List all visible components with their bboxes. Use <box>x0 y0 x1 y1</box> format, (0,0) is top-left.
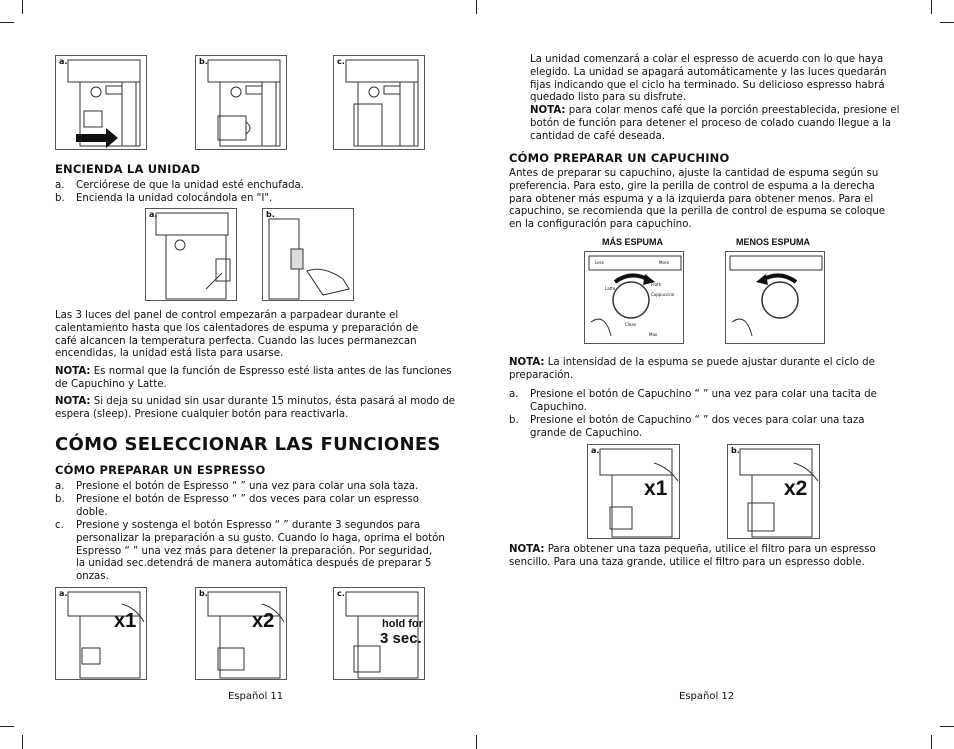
left-page: a. b. c. ENCIENDA LA UNIDAD a. Cerciórese de que la unidad esté enchufada. b. Encienda la unidad colocándola en "I". a. b. Las 3 luces del panel de control empezarán a parpadear durante el calentamiento hasta que los calentadores de espuma y preparación de café alcancen la temperatura perfecta. Cuando las luces permanezcan encendidas, la unidad está lista para usarse. NOTA: Es normal que la función de Espresso esté lista antes de las funciones de Capuchino y Latte. NOTA: Si deja su unidad sin usar durante 15 minutos, ésta pasará al modo de espera (sleep). Presione cualquier botón para reactivarla. CÓMO SELECCIONAR LAS FUNCIONES CÓMO PREPARAR UN ESPRESSO a. Presione el botón de Espresso “ ” una vez para colar una sola taza. b. Presione el botón de Espresso “ ” dos veces para colar un espresso doble. c. Presione y sostenga el botón Espresso “ ” durante 3 segundos para personalizar la preparación a su gusto. Cuando lo haga, oprima el botón Espresso “ ” una vez más para detener la preparación. Por seguridad, la unidad sec.detendrá de manera automática después de preparar 5 onzas. a. x1 b. x2 c. hold for 3 sec. Español 11 <box>0 0 477 749</box>
figure-espresso-a: a. x1 <box>55 587 147 680</box>
figure-knob-more <box>584 251 684 344</box>
knob-text-froth: Froth <box>651 282 662 287</box>
heading-encienda: ENCIENDA LA UNIDAD <box>55 162 201 176</box>
heading-capuchino: CÓMO PREPARAR UN CAPUCHINO <box>509 151 730 165</box>
figure-knob-less <box>725 251 825 344</box>
paragraph-intro: La unidad comenzará a colar el espresso de acuerdo con lo que haya elegido. La unidad se apagará automáticamente y las luces quedarán fijas indicando que el ciclo ha terminado. Su delicioso espresso habrá quedado listo para su disfrute. <box>530 54 887 104</box>
heading-funciones: CÓMO SELECCIONAR LAS FUNCIONES <box>55 434 441 455</box>
press-hold-line1: hold for <box>382 618 423 630</box>
figure-capuchino-a: a. x1 <box>587 444 680 539</box>
knob-text-latte: Latte <box>605 286 616 291</box>
coffee-machine-illustration <box>56 588 147 680</box>
paragraph-luces: Las 3 luces del panel de control empezarán a parpadear durante el calentamiento hasta que los calentadores de espuma y preparación de café alcancen la temperatura perfecta. Cuando las luces permanezcan encendidas, la unidad está lista para usarse. <box>55 310 419 360</box>
nota-colar: NOTA: para colar menos café que la porción preestablecida, presione el botón de función para detener el proceso de colado cuando llegue a la cantidad de café deseada. <box>530 105 900 142</box>
figure-machine-a: a. <box>55 55 147 150</box>
froth-knob-illustration <box>585 252 684 344</box>
press-count-x2: x2 <box>252 610 275 632</box>
nota-intensidad: NOTA: La intensidad de la espuma se puede ajustar durante el ciclo de preparación. <box>509 357 875 381</box>
figure-power-b: b. <box>262 208 354 301</box>
froth-knob-illustration <box>726 252 825 344</box>
press-count-x1: x1 <box>644 477 668 500</box>
page-number: Español 12 <box>679 691 735 702</box>
power-plug-illustration <box>146 209 237 301</box>
figure-machine-c: c. <box>333 55 425 150</box>
heading-espresso: CÓMO PREPARAR UN ESPRESSO <box>55 463 266 477</box>
page-number: Español 11 <box>228 691 284 702</box>
knob-text-more: More <box>659 260 669 265</box>
press-count-x2: x2 <box>784 477 808 500</box>
right-page: La unidad comenzará a colar el espresso de acuerdo con lo que haya elegido. La unidad se apagará automáticamente y las luces quedarán fijas indicando que el ciclo ha terminado. Su delicioso espresso habrá quedado listo para su disfrute. NOTA: para colar menos café que la porción preestablecida, presione el botón de función para detener el proceso de colado cuando llegue a la cantidad de café deseada. CÓMO PREPARAR UN CAPUCHINO Antes de preparar su capuchino, ajuste la cantidad de espuma según su preferencia. Para esto, gire la perilla de control de espuma a la derecha para obtener más espuma y a la izquierda para obtener menos. Para el capuchino, se recomienda que la perilla de control de espuma se coloque en la configuración para capuchino. MÁS ESPUMA MENOS ESPUMA Latte Froth Cappuccino Clean Max Less More NOTA: La intensidad de la espuma se puede ajustar durante el ciclo de preparación. a. Presione el botón de Capuchino “ ” una vez para colar una tacita de Capuchino. b. Presione el botón de Capuchino “ ” dos veces para colar una taza grande de Capuchino. a. x1 b. x2 NOTA: Para obtener una taza pequeña, utilice el filtro para un espresso sencillo. Para una taza grande, utilice el filtro para un espresso doble. Español 12 <box>477 0 954 749</box>
knob-text-max: Max <box>649 332 658 337</box>
press-hold-line2: 3 sec. <box>380 630 422 647</box>
press-count-x1: x1 <box>114 610 137 632</box>
figure-capuchino-b: b. x2 <box>727 444 820 539</box>
coffee-machine-illustration <box>56 56 147 150</box>
nota-sleep: NOTA: Si deja su unidad sin usar durante 15 minutos, ésta pasará al modo de espera (sleep). Presione cualquier botón para reactivarla. <box>55 396 456 420</box>
figure-machine-b: b. <box>195 55 287 150</box>
power-switch-illustration <box>263 209 354 301</box>
coffee-machine-illustration <box>334 56 425 150</box>
paragraph-capuchino: Antes de preparar su capuchino, ajuste la cantidad de espuma según su preferencia. Para esto, gire la perilla de control de espuma a la derecha para obtener más espuma y a la izquierda para obtener menos. Para el capuchino, se recomienda que la perilla de control de espuma se coloque en la configuración para capuchino. <box>509 168 886 231</box>
knob-text-cappuccino: Cappuccino <box>651 292 675 297</box>
nota-espresso-lista: NOTA: Es normal que la función de Espresso esté lista antes de las funciones de Capuchino y Latte. <box>55 366 452 390</box>
coffee-machine-illustration <box>196 588 287 680</box>
label-menos-espuma: MENOS ESPUMA <box>736 237 811 247</box>
nota-filtro: NOTA: Para obtener una taza pequeña, utilice el filtro para un espresso sencillo. Para una taza grande, utilice el filtro para un espresso doble. <box>509 544 876 568</box>
figure-espresso-b: b. x2 <box>195 587 287 680</box>
figure-espresso-c: c. hold for 3 sec. <box>333 587 425 680</box>
figure-power-a: a. <box>145 208 237 301</box>
knob-text-clean: Clean <box>625 322 637 327</box>
label-mas-espuma: MÁS ESPUMA <box>602 237 664 247</box>
knob-text-less: Less <box>595 260 604 265</box>
coffee-machine-illustration <box>196 56 287 150</box>
